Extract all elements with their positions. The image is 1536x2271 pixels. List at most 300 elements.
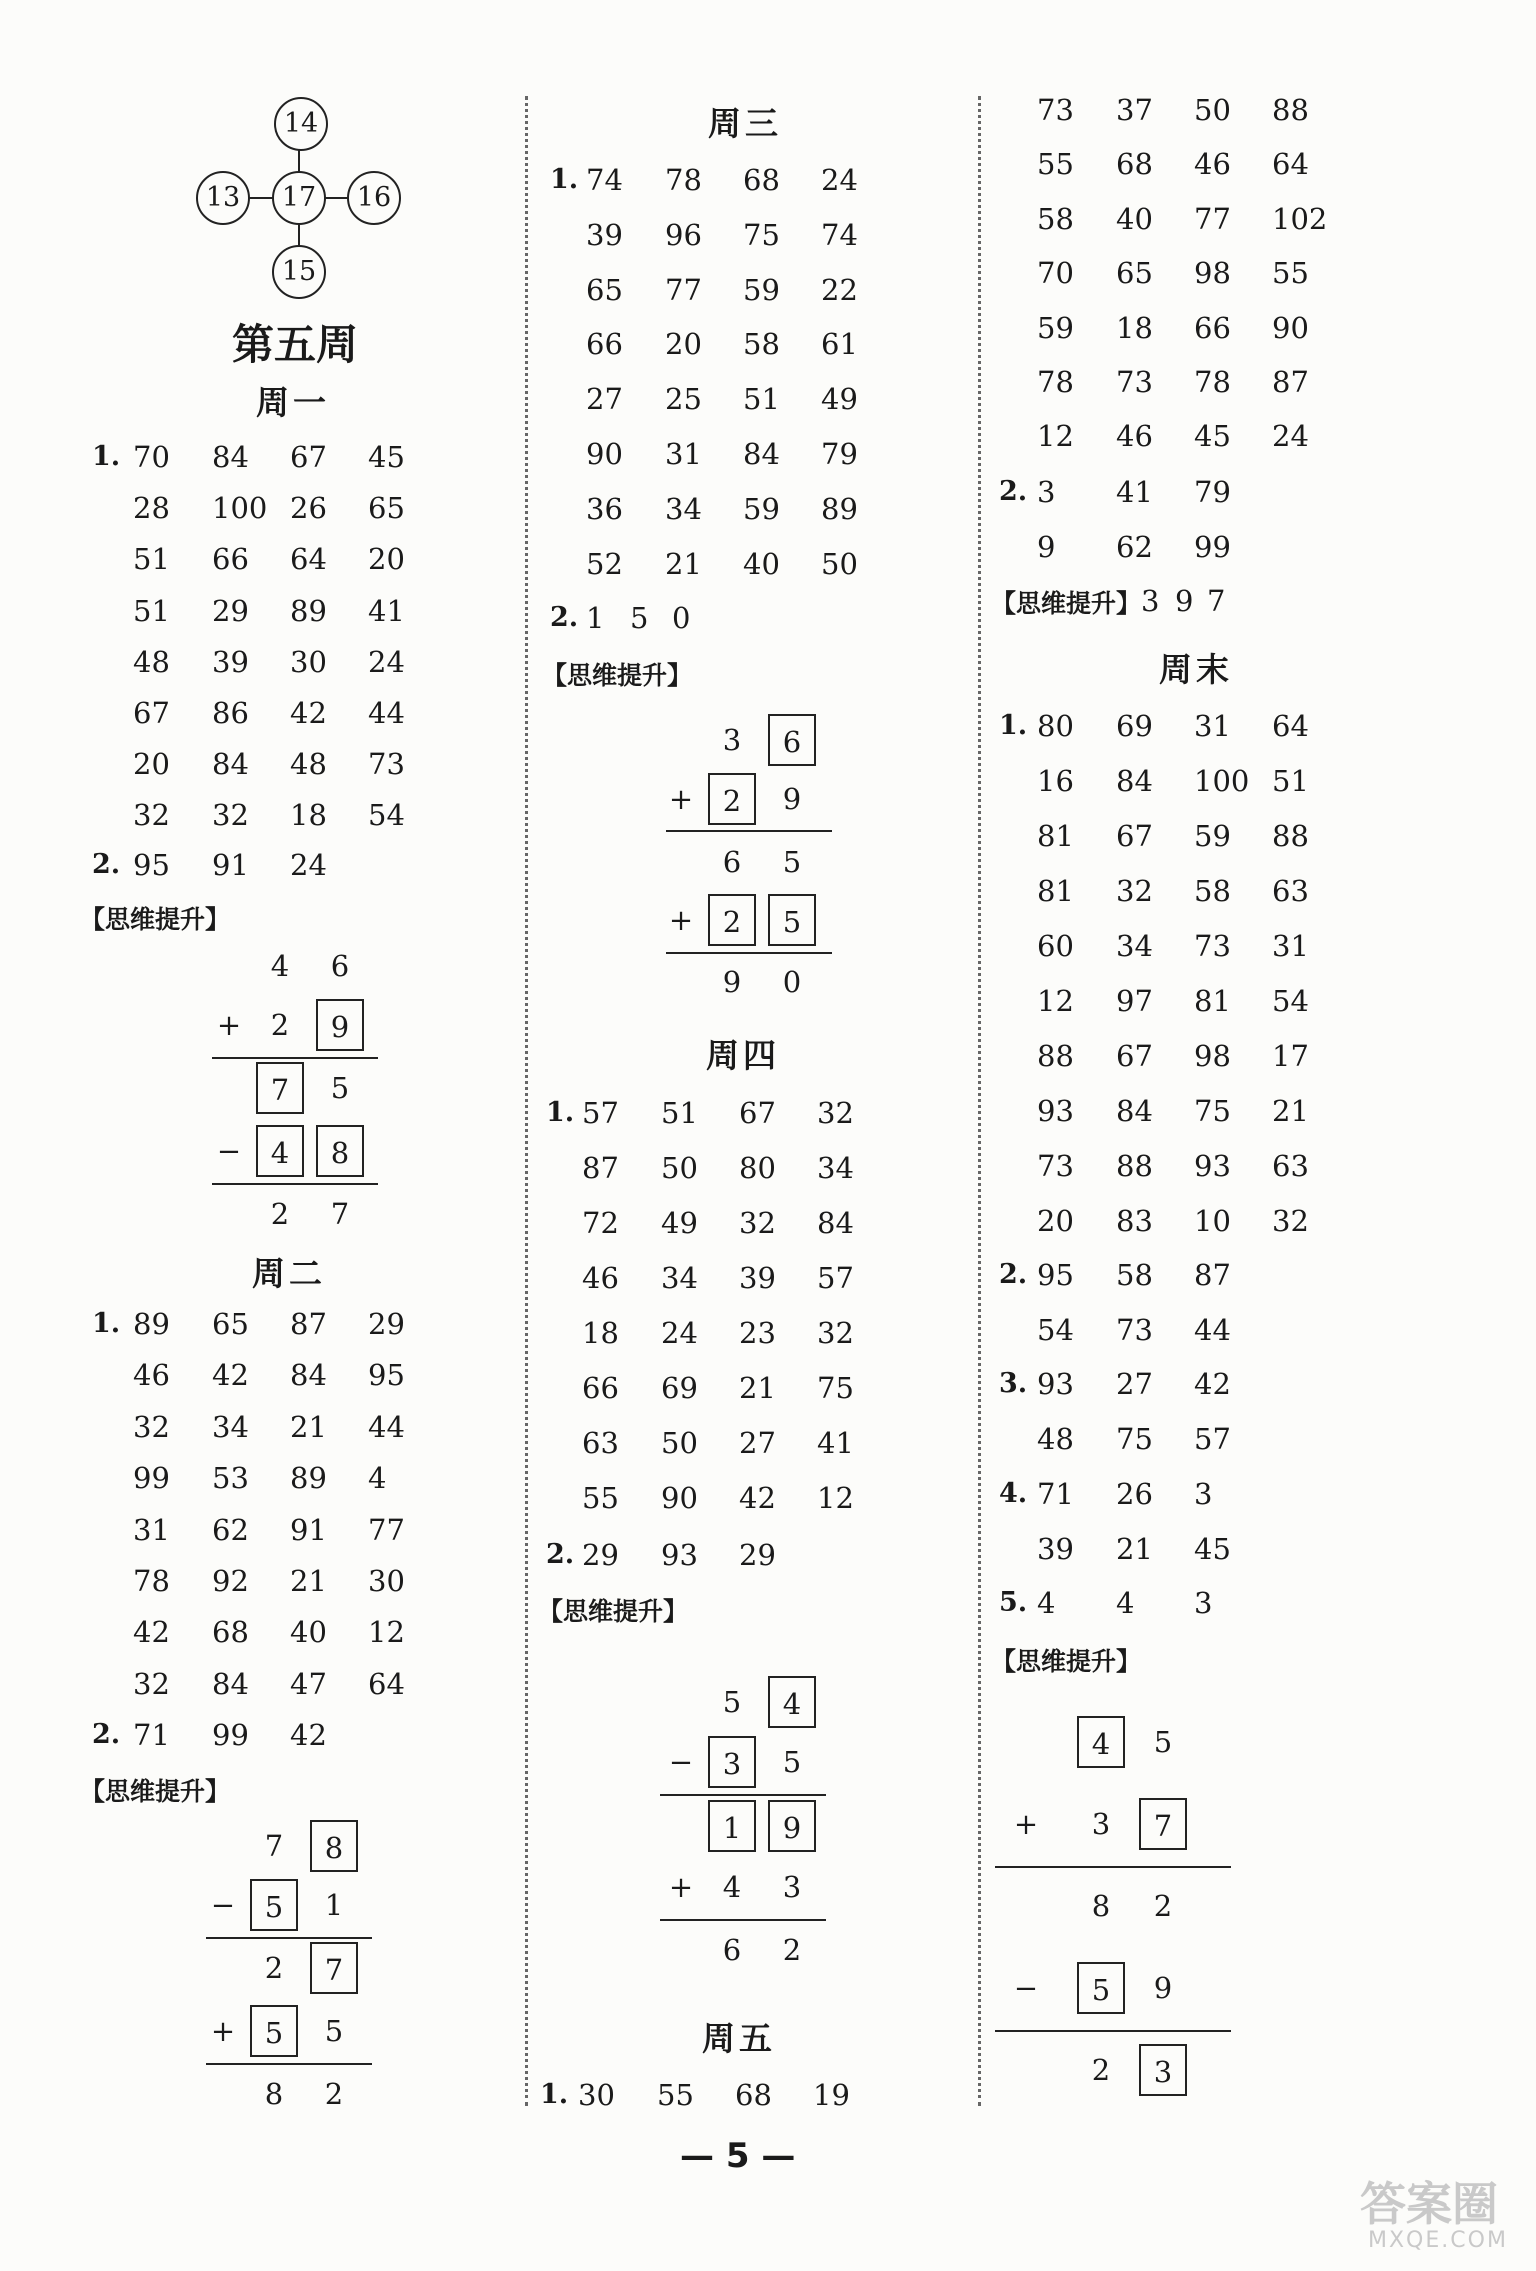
operator-sign: + bbox=[1013, 1807, 1039, 1841]
sum-line bbox=[660, 1794, 826, 1796]
answer-cell: 60 bbox=[1037, 929, 1074, 963]
answer-cell: 87 bbox=[582, 1151, 619, 1185]
tue-think-label: 【思维提升】 bbox=[80, 1777, 231, 1806]
answer-cell: 17 bbox=[1272, 1039, 1309, 1073]
answer-cell: 3 bbox=[1194, 1477, 1213, 1511]
wed-q1-label: 1. bbox=[550, 164, 579, 195]
answer-cell: 64 bbox=[1272, 709, 1309, 743]
answer-cell: 44 bbox=[1194, 1313, 1231, 1347]
answer-cell: 65 bbox=[1116, 256, 1153, 291]
answer-cell: 48 bbox=[1037, 1422, 1074, 1456]
operator-sign: + bbox=[210, 2014, 236, 2048]
answer-cell: 29 bbox=[212, 593, 249, 628]
answer-cell: 26 bbox=[290, 491, 327, 526]
answer-cell: 71 bbox=[1037, 1477, 1074, 1511]
operator-sign: + bbox=[668, 903, 694, 937]
answer-cell: 66 bbox=[212, 542, 249, 577]
answer-cell: 42 bbox=[290, 696, 327, 730]
operator-sign: − bbox=[216, 1134, 242, 1168]
answer-cell: 45 bbox=[1194, 419, 1231, 454]
digit-box: 2 bbox=[708, 894, 756, 946]
wkd-title: 周末 bbox=[1159, 650, 1233, 689]
answer-cell: 77 bbox=[665, 272, 702, 307]
answer-cell: 83 bbox=[1116, 1204, 1153, 1238]
answer-cell: 48 bbox=[290, 747, 327, 782]
answer-cell: 24 bbox=[1272, 419, 1309, 454]
answer-cell: 68 bbox=[212, 1615, 249, 1650]
answer-cell: 69 bbox=[1116, 709, 1153, 743]
digit-box: 7 bbox=[310, 1942, 358, 1994]
digit-box: 4 bbox=[768, 1676, 816, 1728]
answer-cell: 9 bbox=[1037, 529, 1056, 564]
digit: 5 bbox=[782, 845, 802, 879]
mon-title: 周一 bbox=[256, 383, 330, 422]
answer-cell: 7 bbox=[1207, 584, 1226, 618]
answer-cell: 68 bbox=[743, 163, 780, 197]
answer-cell: 93 bbox=[1037, 1367, 1074, 1401]
answer-cell: 68 bbox=[735, 2078, 772, 2112]
digit-box: 1 bbox=[708, 1800, 756, 1852]
answer-cell: 1 bbox=[586, 601, 605, 635]
wed-q2-label: 2. bbox=[550, 602, 579, 633]
answer-cell: 40 bbox=[290, 1615, 327, 1650]
star-circle-top: 14 bbox=[274, 97, 328, 151]
answer-cell: 27 bbox=[1116, 1367, 1153, 1401]
answer-cell: 32 bbox=[739, 1206, 776, 1240]
answer-cell: 61 bbox=[821, 327, 858, 362]
digit: 0 bbox=[782, 965, 802, 999]
answer-cell: 31 bbox=[1272, 929, 1309, 963]
digit-box: 5 bbox=[250, 2005, 298, 2057]
answer-cell: 39 bbox=[1037, 1532, 1074, 1566]
answer-cell: 87 bbox=[1272, 365, 1309, 399]
tue-title: 周二 bbox=[252, 1254, 326, 1293]
answer-cell: 24 bbox=[821, 163, 858, 197]
star-circle-left: 13 bbox=[196, 171, 250, 225]
answer-cell: 93 bbox=[1037, 1094, 1074, 1128]
answer-cell: 29 bbox=[582, 1538, 619, 1572]
answer-cell: 90 bbox=[661, 1481, 698, 1515]
answer-cell: 42 bbox=[739, 1481, 776, 1515]
answer-cell: 51 bbox=[661, 1096, 698, 1130]
sum-line bbox=[206, 1937, 372, 1939]
answer-cell: 41 bbox=[368, 593, 405, 628]
answer-cell: 50 bbox=[661, 1426, 698, 1460]
answer-cell: 32 bbox=[1272, 1204, 1309, 1238]
answer-cell: 65 bbox=[368, 491, 405, 526]
digit-box: 5 bbox=[1077, 1962, 1125, 2014]
answer-cell: 70 bbox=[1037, 256, 1074, 291]
answer-cell: 73 bbox=[368, 747, 405, 782]
answer-cell: 93 bbox=[661, 1538, 698, 1572]
answer-cell: 78 bbox=[133, 1564, 170, 1598]
answer-cell: 79 bbox=[1194, 475, 1231, 509]
answer-cell: 49 bbox=[661, 1206, 698, 1240]
answer-cell: 37 bbox=[1116, 93, 1153, 127]
answer-cell: 31 bbox=[1194, 709, 1231, 743]
answer-cell: 86 bbox=[212, 696, 249, 730]
thu-think-label: 【思维提升】 bbox=[538, 1597, 689, 1626]
digit: 9 bbox=[1153, 1971, 1173, 2005]
sum-line bbox=[660, 1919, 826, 1921]
answer-cell: 65 bbox=[586, 272, 623, 307]
answer-cell: 102 bbox=[1272, 201, 1328, 236]
mon-q2-label: 2. bbox=[92, 849, 121, 880]
digit: 3 bbox=[722, 723, 742, 757]
answer-cell: 59 bbox=[1194, 819, 1231, 853]
answer-cell: 34 bbox=[1116, 929, 1153, 963]
answer-cell: 78 bbox=[1194, 365, 1231, 399]
digit-box: 4 bbox=[1077, 1716, 1125, 1768]
digit-box: 8 bbox=[310, 1820, 358, 1872]
answer-cell: 54 bbox=[368, 798, 405, 833]
sum-line bbox=[995, 1866, 1231, 1868]
answer-cell: 78 bbox=[665, 163, 702, 197]
answer-cell: 46 bbox=[133, 1358, 170, 1393]
sum-line bbox=[995, 2030, 1231, 2032]
answer-cell: 79 bbox=[821, 437, 858, 471]
watermark-site: MXQE.COM bbox=[1368, 2228, 1508, 2253]
answer-cell: 58 bbox=[743, 327, 780, 362]
answer-cell: 0 bbox=[672, 601, 691, 635]
answer-cell: 74 bbox=[821, 217, 858, 252]
answer-cell: 84 bbox=[1116, 764, 1153, 798]
digit: 8 bbox=[1091, 1889, 1111, 1923]
answer-cell: 89 bbox=[290, 1461, 327, 1496]
answer-cell: 9 bbox=[1175, 584, 1194, 618]
answer-cell: 22 bbox=[821, 272, 858, 307]
digit: 5 bbox=[782, 1745, 802, 1779]
answer-cell: 100 bbox=[1194, 764, 1250, 798]
answer-cell: 81 bbox=[1037, 874, 1074, 908]
digit-box: 3 bbox=[1139, 2044, 1187, 2096]
digit: 7 bbox=[264, 1829, 284, 1863]
answer-cell: 31 bbox=[665, 437, 702, 471]
answer-cell: 77 bbox=[1194, 201, 1231, 236]
answer-cell: 47 bbox=[290, 1666, 327, 1701]
digit: 3 bbox=[782, 1870, 802, 1904]
answer-cell: 20 bbox=[1037, 1204, 1074, 1238]
answer-cell: 59 bbox=[743, 491, 780, 526]
digit-box: 6 bbox=[768, 714, 816, 766]
answer-cell: 59 bbox=[1037, 310, 1074, 345]
answer-cell: 32 bbox=[133, 798, 170, 833]
fri-q2-label: 2. bbox=[999, 476, 1028, 507]
answer-cell: 42 bbox=[290, 1718, 327, 1752]
answer-cell: 42 bbox=[1194, 1367, 1231, 1401]
answer-cell: 57 bbox=[1194, 1422, 1231, 1456]
answer-cell: 21 bbox=[1272, 1094, 1309, 1128]
answer-cell: 30 bbox=[578, 2078, 615, 2112]
answer-cell: 36 bbox=[586, 491, 623, 526]
digit: 5 bbox=[324, 2014, 344, 2048]
answer-cell: 99 bbox=[212, 1718, 249, 1752]
answer-cell: 27 bbox=[586, 382, 623, 417]
answer-cell: 62 bbox=[1116, 529, 1153, 564]
answer-cell: 32 bbox=[1116, 874, 1153, 908]
answer-cell: 34 bbox=[817, 1151, 854, 1185]
answer-cell: 4 bbox=[1116, 1586, 1135, 1620]
answer-cell: 95 bbox=[368, 1358, 405, 1393]
answer-cell: 58 bbox=[1194, 874, 1231, 908]
answer-cell: 88 bbox=[1037, 1039, 1074, 1073]
answer-cell: 21 bbox=[665, 546, 702, 581]
digit: 2 bbox=[1153, 1889, 1173, 1923]
answer-cell: 21 bbox=[290, 1564, 327, 1598]
digit: 2 bbox=[270, 1008, 290, 1042]
answer-cell: 34 bbox=[665, 491, 702, 526]
answer-cell: 32 bbox=[817, 1316, 854, 1350]
answer-cell: 24 bbox=[661, 1316, 698, 1350]
answer-cell: 3 bbox=[1141, 584, 1160, 618]
answer-cell: 66 bbox=[586, 327, 623, 362]
answer-cell: 66 bbox=[1194, 310, 1231, 345]
digit: 2 bbox=[1091, 2053, 1111, 2087]
sum-line bbox=[666, 830, 832, 832]
answer-cell: 75 bbox=[1116, 1422, 1153, 1456]
fri-think-label: 【思维提升】 bbox=[991, 589, 1142, 618]
answer-cell: 97 bbox=[1116, 984, 1153, 1018]
answer-cell: 3 bbox=[1194, 1586, 1213, 1620]
answer-cell: 50 bbox=[1194, 93, 1231, 127]
answer-cell: 29 bbox=[739, 1538, 776, 1572]
answer-cell: 73 bbox=[1194, 929, 1231, 963]
answer-cell: 84 bbox=[212, 440, 249, 474]
digit: 2 bbox=[264, 1951, 284, 1985]
answer-cell: 31 bbox=[133, 1512, 170, 1547]
answer-cell: 44 bbox=[368, 1409, 405, 1444]
wkd-q3-label: 3. bbox=[999, 1368, 1028, 1399]
digit: 9 bbox=[722, 965, 742, 999]
answer-cell: 41 bbox=[817, 1426, 854, 1460]
answer-cell: 18 bbox=[582, 1316, 619, 1350]
answer-cell: 63 bbox=[1272, 1149, 1309, 1183]
answer-cell: 51 bbox=[743, 382, 780, 417]
fri-q1-label: 1. bbox=[540, 2079, 569, 2110]
answer-cell: 64 bbox=[290, 542, 327, 577]
answer-cell: 88 bbox=[1272, 93, 1309, 127]
answer-cell: 80 bbox=[739, 1151, 776, 1185]
answer-cell: 50 bbox=[821, 546, 858, 581]
answer-cell: 39 bbox=[586, 217, 623, 252]
operator-sign: + bbox=[668, 782, 694, 816]
operator-sign: − bbox=[668, 1745, 694, 1779]
wkd-q1-label: 1. bbox=[999, 710, 1028, 741]
sum-line bbox=[206, 2063, 372, 2065]
answer-cell: 18 bbox=[1116, 310, 1153, 345]
digit-box: 8 bbox=[316, 1125, 364, 1177]
answer-cell: 21 bbox=[739, 1371, 776, 1405]
answer-cell: 5 bbox=[630, 601, 649, 635]
answer-cell: 65 bbox=[212, 1307, 249, 1341]
answer-cell: 34 bbox=[661, 1261, 698, 1295]
digit-box: 5 bbox=[768, 894, 816, 946]
answer-cell: 73 bbox=[1037, 93, 1074, 127]
answer-cell: 84 bbox=[817, 1206, 854, 1240]
digit: 4 bbox=[270, 949, 290, 983]
answer-cell: 28 bbox=[133, 491, 170, 526]
answer-cell: 46 bbox=[1194, 147, 1231, 182]
answer-cell: 27 bbox=[739, 1426, 776, 1460]
answer-cell: 51 bbox=[1272, 764, 1309, 798]
digit-box: 9 bbox=[316, 999, 364, 1051]
answer-cell: 55 bbox=[657, 2078, 694, 2112]
answer-cell: 45 bbox=[368, 440, 405, 474]
answer-cell: 67 bbox=[739, 1096, 776, 1130]
answer-cell: 73 bbox=[1037, 1149, 1074, 1183]
answer-cell: 62 bbox=[212, 1512, 249, 1547]
answer-cell: 12 bbox=[1037, 419, 1074, 454]
answer-cell: 3 bbox=[1037, 475, 1056, 509]
column-2 bbox=[530, 0, 970, 2271]
answer-cell: 50 bbox=[661, 1151, 698, 1185]
answer-cell: 48 bbox=[133, 644, 170, 679]
answer-cell: 89 bbox=[821, 491, 858, 526]
answer-cell: 99 bbox=[1194, 529, 1231, 564]
answer-cell: 53 bbox=[212, 1461, 249, 1496]
sum-line bbox=[212, 1057, 378, 1059]
answer-cell: 21 bbox=[290, 1409, 327, 1444]
watermark-logo: 答案圈 bbox=[1360, 2177, 1498, 2231]
answer-cell: 63 bbox=[582, 1426, 619, 1460]
answer-cell: 55 bbox=[582, 1481, 619, 1515]
answer-cell: 20 bbox=[133, 747, 170, 782]
answer-cell: 20 bbox=[368, 542, 405, 577]
answer-cell: 68 bbox=[1116, 147, 1153, 182]
digit: 2 bbox=[782, 1933, 802, 1967]
star-circle-bottom: 15 bbox=[272, 245, 326, 299]
column-divider-2 bbox=[978, 96, 981, 2106]
answer-cell: 4 bbox=[1037, 1586, 1056, 1620]
answer-cell: 39 bbox=[212, 644, 249, 679]
digit-box: 9 bbox=[768, 1800, 816, 1852]
answer-cell: 59 bbox=[743, 272, 780, 307]
answer-cell: 69 bbox=[661, 1371, 698, 1405]
wkd-q4-label: 4. bbox=[999, 1478, 1028, 1509]
answer-cell: 70 bbox=[133, 440, 170, 474]
answer-cell: 12 bbox=[1037, 984, 1074, 1018]
week-title: 第五周 bbox=[232, 320, 359, 369]
answer-cell: 46 bbox=[1116, 419, 1153, 454]
answer-cell: 74 bbox=[586, 163, 623, 197]
answer-cell: 58 bbox=[1116, 1258, 1153, 1292]
answer-cell: 32 bbox=[817, 1096, 854, 1130]
answer-cell: 49 bbox=[821, 382, 858, 417]
digit-box: 2 bbox=[708, 773, 756, 825]
answer-cell: 29 bbox=[368, 1307, 405, 1341]
answer-cell: 30 bbox=[290, 644, 327, 679]
answer-cell: 39 bbox=[739, 1261, 776, 1295]
page-number: — 5 — bbox=[680, 2136, 796, 2176]
answer-cell: 51 bbox=[133, 542, 170, 577]
tue-q2-label: 2. bbox=[92, 1719, 121, 1750]
answer-cell: 98 bbox=[1194, 1039, 1231, 1073]
answer-cell: 99 bbox=[133, 1461, 170, 1496]
answer-cell: 78 bbox=[1037, 365, 1074, 399]
answer-cell: 18 bbox=[290, 798, 327, 833]
answer-cell: 91 bbox=[290, 1512, 327, 1547]
answer-cell: 90 bbox=[586, 437, 623, 471]
column-divider-1 bbox=[525, 96, 528, 2106]
answer-cell: 64 bbox=[1272, 147, 1309, 182]
answer-cell: 80 bbox=[1037, 709, 1074, 743]
wkd-q2-label: 2. bbox=[999, 1259, 1028, 1290]
answer-cell: 75 bbox=[817, 1371, 854, 1405]
answer-cell: 84 bbox=[1116, 1094, 1153, 1128]
answer-cell: 44 bbox=[368, 696, 405, 730]
answer-cell: 96 bbox=[665, 217, 702, 252]
answer-cell: 92 bbox=[212, 1564, 249, 1598]
digit-box: 3 bbox=[708, 1736, 756, 1788]
answer-cell: 95 bbox=[133, 848, 170, 882]
answer-cell: 84 bbox=[212, 747, 249, 782]
answer-cell: 55 bbox=[1272, 256, 1309, 291]
answer-cell: 63 bbox=[1272, 874, 1309, 908]
wed-title: 周三 bbox=[708, 104, 782, 143]
answer-cell: 10 bbox=[1194, 1204, 1231, 1238]
answer-cell: 51 bbox=[133, 593, 170, 628]
answer-cell: 84 bbox=[212, 1666, 249, 1701]
digit-box: 7 bbox=[1139, 1798, 1187, 1850]
answer-cell: 67 bbox=[1116, 1039, 1153, 1073]
tue-q1-label: 1. bbox=[92, 1308, 121, 1339]
column-3 bbox=[985, 0, 1536, 2271]
answer-cell: 45 bbox=[1194, 1532, 1231, 1566]
answer-cell: 73 bbox=[1116, 1313, 1153, 1347]
digit: 7 bbox=[330, 1197, 350, 1231]
thu-q2-label: 2. bbox=[546, 1539, 575, 1570]
thu-q1-label: 1. bbox=[546, 1097, 575, 1128]
answer-cell: 24 bbox=[368, 644, 405, 679]
answer-cell: 26 bbox=[1116, 1477, 1153, 1511]
mon-think-label: 【思维提升】 bbox=[80, 905, 231, 934]
operator-sign: − bbox=[210, 1888, 236, 1922]
answer-cell: 81 bbox=[1194, 984, 1231, 1018]
answer-cell: 72 bbox=[582, 1206, 619, 1240]
column-1 bbox=[0, 0, 520, 2271]
star-circle-right: 16 bbox=[347, 171, 401, 225]
answer-cell: 19 bbox=[813, 2078, 850, 2112]
answer-cell: 58 bbox=[1037, 201, 1074, 236]
digit: 9 bbox=[782, 782, 802, 816]
answer-cell: 55 bbox=[1037, 147, 1074, 182]
digit: 5 bbox=[330, 1071, 350, 1105]
answer-cell: 32 bbox=[133, 1666, 170, 1701]
digit: 6 bbox=[722, 845, 742, 879]
answer-cell: 32 bbox=[212, 798, 249, 833]
answer-cell: 66 bbox=[582, 1371, 619, 1405]
operator-sign: + bbox=[216, 1008, 242, 1042]
answer-cell: 98 bbox=[1194, 256, 1231, 291]
answer-cell: 67 bbox=[290, 440, 327, 474]
digit: 4 bbox=[722, 1870, 742, 1904]
digit: 2 bbox=[270, 1197, 290, 1231]
thu-title: 周四 bbox=[706, 1036, 780, 1075]
answer-cell: 95 bbox=[1037, 1258, 1074, 1292]
answer-cell: 20 bbox=[665, 327, 702, 362]
wkd-q5-label: 5. bbox=[999, 1587, 1028, 1618]
answer-cell: 64 bbox=[368, 1666, 405, 1701]
answer-cell: 87 bbox=[290, 1307, 327, 1341]
answer-cell: 93 bbox=[1194, 1149, 1231, 1183]
answer-cell: 75 bbox=[1194, 1094, 1231, 1128]
mon-q1-label: 1. bbox=[92, 441, 121, 472]
answer-cell: 23 bbox=[739, 1316, 776, 1350]
digit: 5 bbox=[722, 1685, 742, 1719]
digit: 1 bbox=[324, 1888, 344, 1922]
answer-cell: 91 bbox=[212, 848, 249, 882]
digit-box: 4 bbox=[256, 1125, 304, 1177]
